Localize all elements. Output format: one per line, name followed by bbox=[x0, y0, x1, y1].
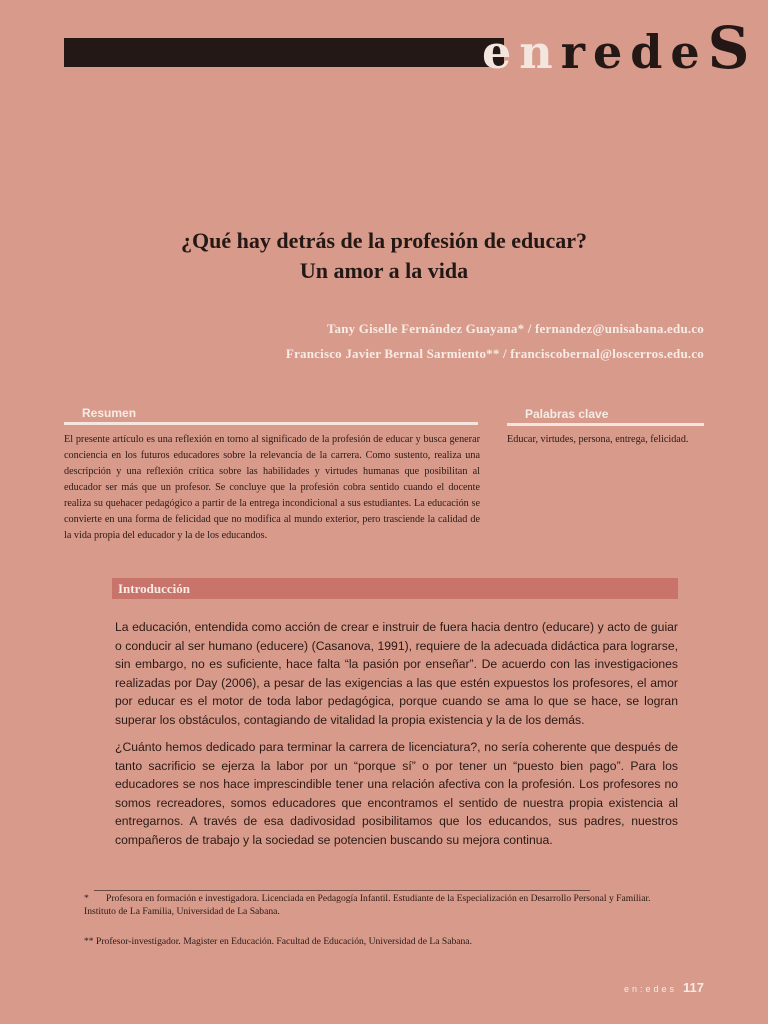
article-title bbox=[0, 226, 768, 286]
logo-part-on-bar: en bbox=[482, 25, 561, 79]
logo-part-rest: rede bbox=[560, 25, 708, 79]
title-line-2: Un amor a la vida bbox=[299, 258, 469, 283]
footnote-1-marker: * bbox=[84, 893, 89, 904]
footnote-1-text: Profesora en formación e investigadora. Licenciada en Pedagogía Infantil. Estudiante de la Especialización en Desarrollo Personal y Familiar. Instituto de La Familia, Universidad de La Sabana. bbox=[84, 893, 651, 917]
intro-heading: Introducción bbox=[118, 581, 190, 596]
authors bbox=[286, 316, 704, 366]
intro-heading-bar bbox=[112, 578, 678, 599]
resumen-heading: Resumen bbox=[64, 406, 478, 425]
footer-brand: en:edes bbox=[623, 984, 678, 994]
footnote-rule bbox=[94, 890, 590, 891]
footnote-2: ** Profesor-investigador. Magister en Educación. Facultad de Educación, Universidad de La Sabana. bbox=[84, 936, 472, 947]
author-1: Tany Giselle Fernández Guayana* / fernandez@unisabana.edu.co bbox=[326, 321, 704, 336]
author-2: Francisco Javier Bernal Sarmiento** / franciscobernal@loscerros.edu.co bbox=[285, 346, 704, 361]
page-number: 117 bbox=[683, 980, 704, 995]
palabras-clave-heading: Palabras clave bbox=[507, 407, 704, 426]
intro-paragraph-2: ¿Cuánto hemos dedicado para terminar la carrera de licenciatura?, no sería coherente que después de tanto sacrificio se ejerza la labor por un “porque sí” o por tener un “puesto bien pago”. Para los educadores se nos hace imprescindible tener una relación afectiva con la profesión. Los profesores no somos recreadores, somos educadores que encontramos el sentido de nuestra propia existencia al entregarnos. A través de esa dadivosidad posibilitamos que los educandos, sus padres, nuestros compañeros de trabajo y la sociedad se potencien buscando su mejora continua. bbox=[115, 740, 678, 847]
header-bar bbox=[64, 38, 504, 67]
page-footer bbox=[624, 980, 704, 995]
intro-paragraph-1: La educación, entendida como acción de crear e instruir de fuera hacia dentro (educare) y acto de guiar o conducir al ser humano (educere) (Casanova, 1991), requiere de la adecuada didáctica para lograrse, sin embargo, no es suficiente, hace falta “la pasión por enseñar”. De acuerdo con las investigaciones realizadas por Day (2006), a pesar de las exigencias a las que estén expuestos los profesores, el amor por educar es el motor de toda labor pedagógica, porque cuando se ama lo que se hace, se logran superar los obstáculos, contagiando de vitalidad la propia existencia y la de los demás. bbox=[115, 620, 678, 727]
footnote-1 bbox=[84, 892, 674, 918]
journal-logo bbox=[482, 14, 750, 82]
title-line-1: ¿Qué hay detrás de la profesión de educar? bbox=[181, 228, 587, 253]
logo-part-s: S bbox=[707, 14, 750, 82]
palabras-clave-text: Educar, virtudes, persona, entrega, felicidad. bbox=[507, 434, 689, 445]
resumen-text: El presente artículo es una reflexión en torno al significado de la profesión de educar y busca generar conciencia en los futuros educadores sobre la relevancia de la carrera. Como sustento, realiza una descripción y una reflexión crítica sobre las habilidades y virtudes humanas que posibilitan al educador ser más que un profesor. Se concluye que la profesión cobra sentido cuando el docente realiza su quehacer pedagógico a partir de la entrega incondicional a sus estudiantes. La educación se convierte en una forma de felicidad que no modifica al mundo exterior, pero trasciende la calidad de la vida propia del educador y la de los educandos. bbox=[64, 434, 480, 541]
